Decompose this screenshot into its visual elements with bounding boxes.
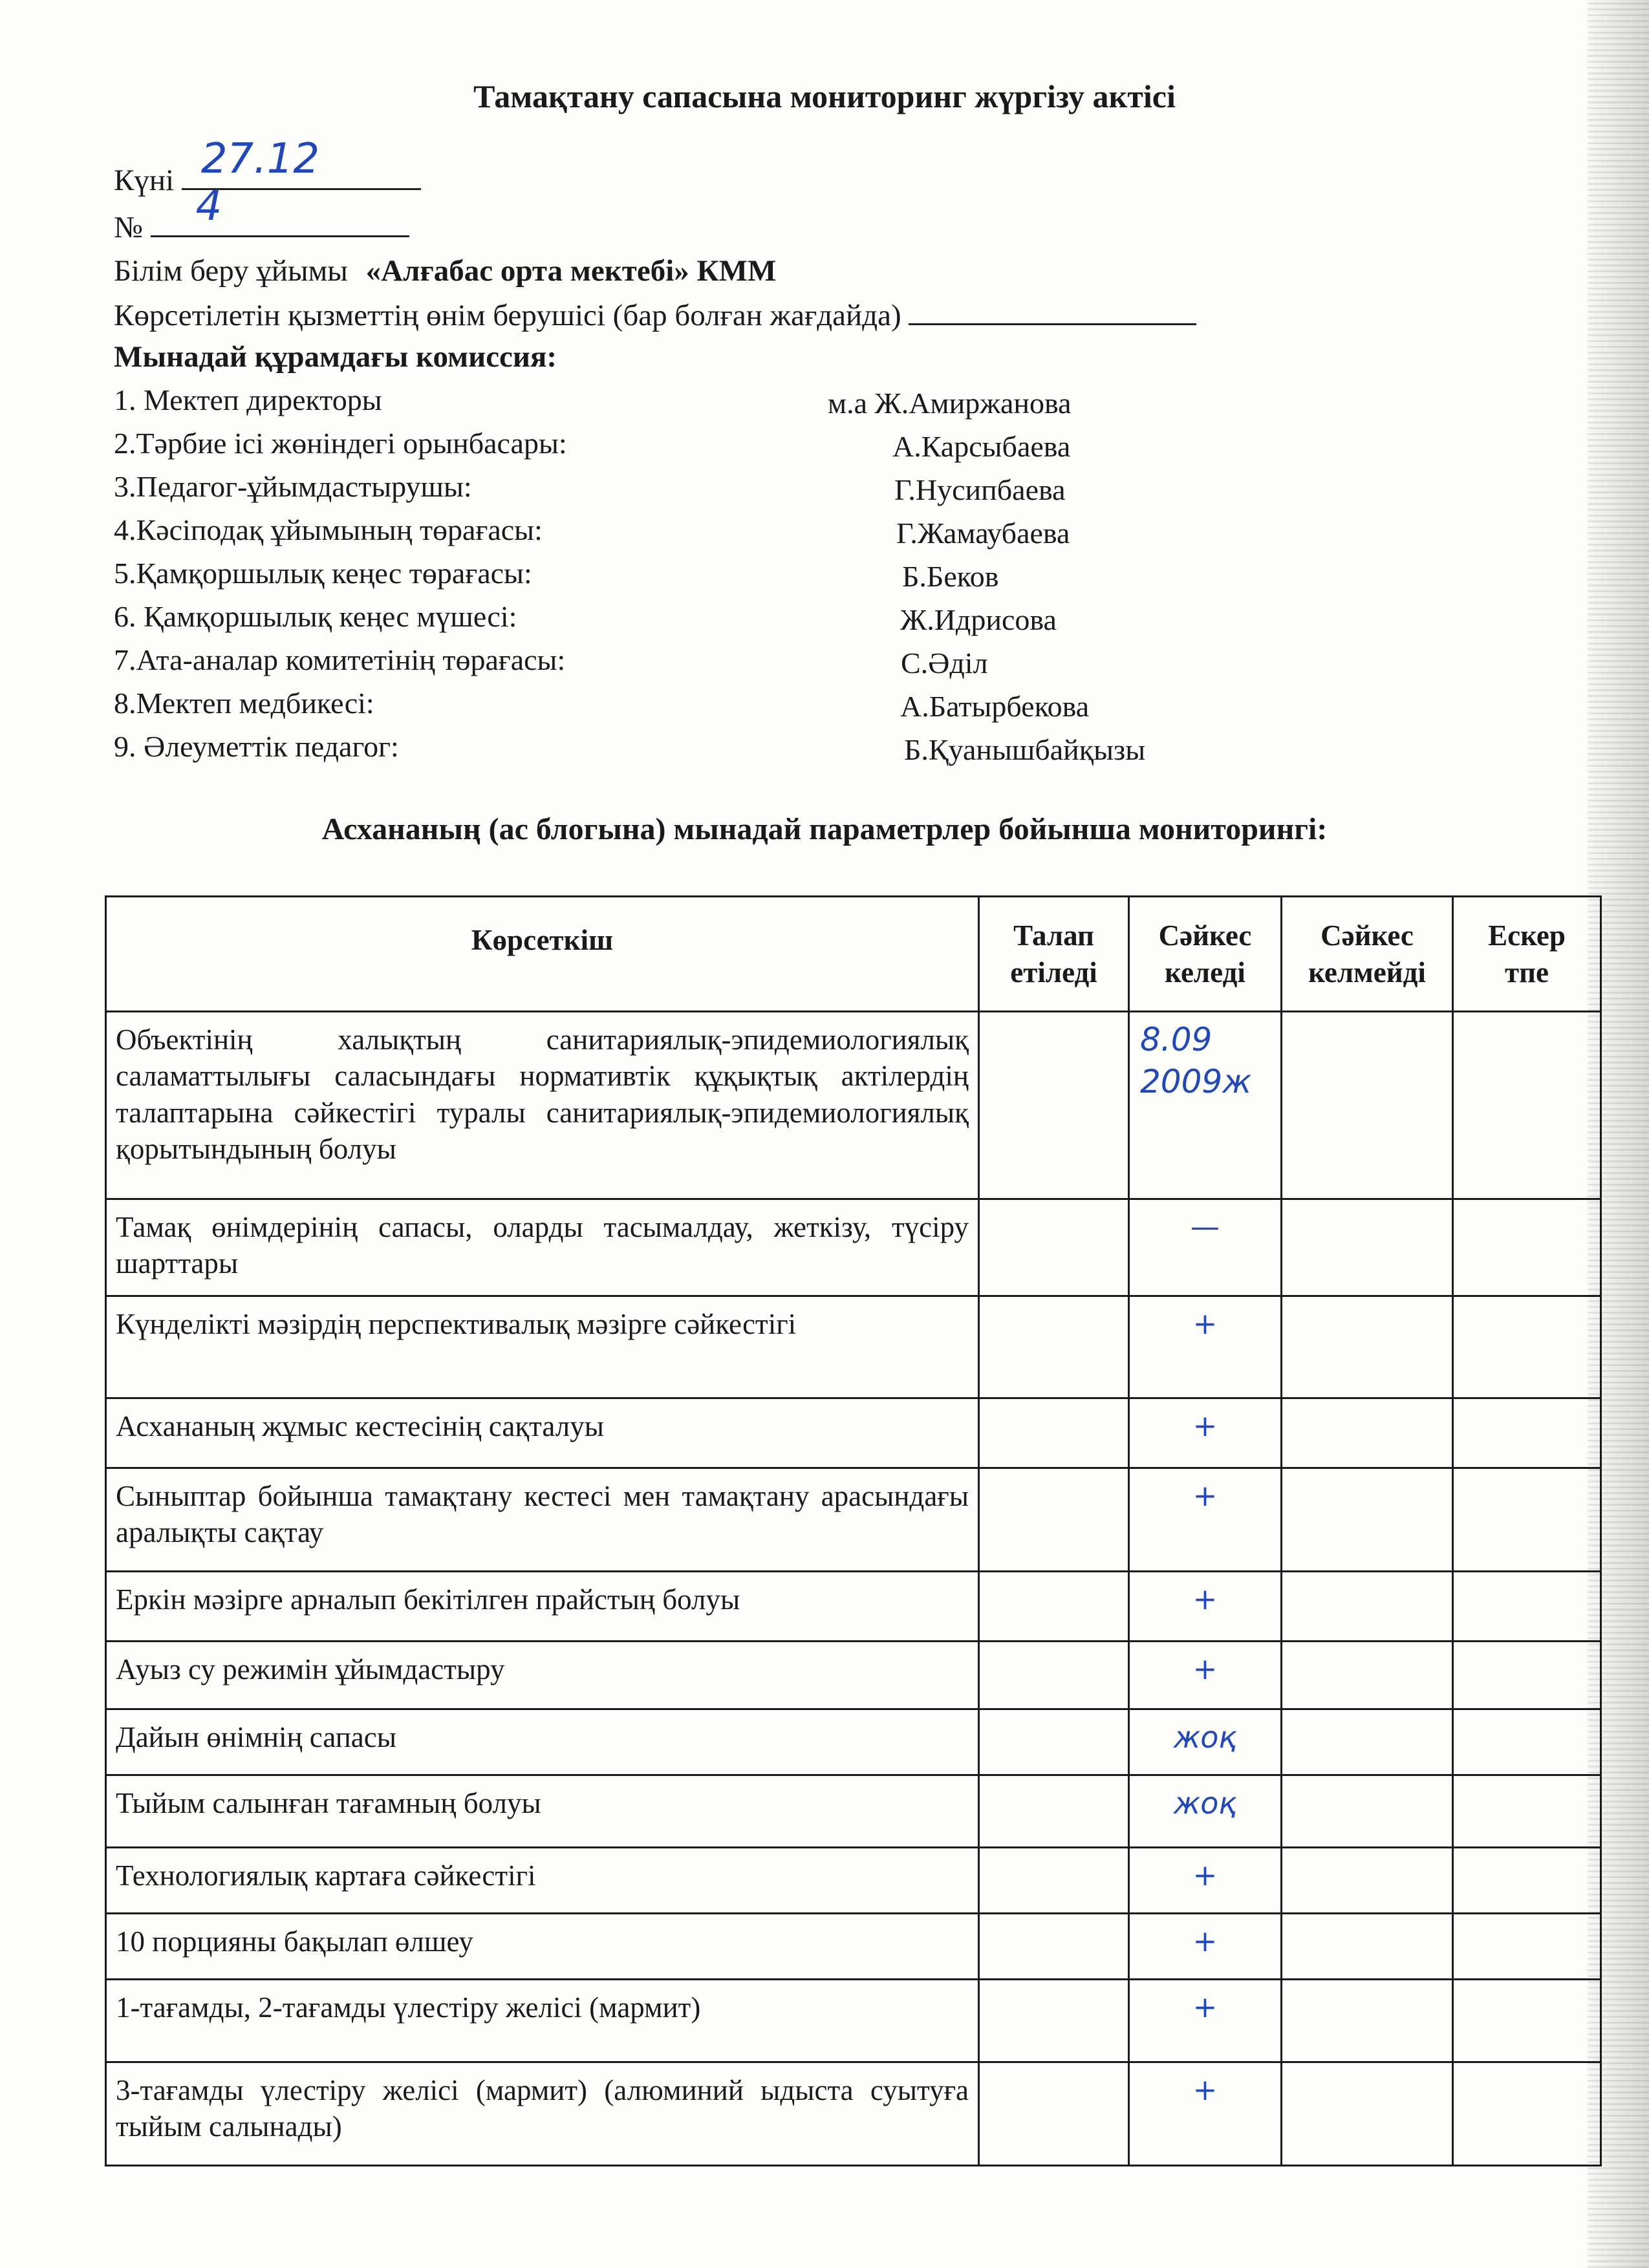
complies-cell-handwritten: + xyxy=(1129,2062,1282,2166)
required-cell xyxy=(979,1296,1129,1398)
table-row xyxy=(106,1914,1601,1980)
member-name: А.Карсыбаева xyxy=(892,430,1071,463)
indicator-cell: Еркін мәзірге арналып бекітілген прайстың болуы xyxy=(106,1572,979,1642)
member-name: Г.Нусипбаева xyxy=(894,473,1066,506)
not-complies-cell xyxy=(1282,1296,1453,1398)
note-cell xyxy=(1453,1848,1601,1914)
not-complies-cell xyxy=(1282,1848,1453,1914)
table-row xyxy=(106,1398,1601,1468)
note-cell xyxy=(1453,2062,1601,2166)
required-cell xyxy=(979,1572,1129,1642)
table-row xyxy=(106,1199,1601,1296)
indicator-cell: Асхананың жұмыс кестесінің сақталуы xyxy=(106,1398,979,1468)
organization-line xyxy=(114,253,776,288)
not-complies-cell xyxy=(1282,1709,1453,1775)
col-header-complies: Сәйкес келеді xyxy=(1129,897,1282,1012)
note-cell xyxy=(1453,1199,1601,1296)
number-label: № xyxy=(114,211,143,244)
document-title: Тамақтану сапасына мониторинг жүргізу актісі xyxy=(473,78,1176,114)
complies-cell-handwritten: + xyxy=(1129,1572,1282,1642)
complies-cell-handwritten: + xyxy=(1129,1848,1282,1914)
member-name: м.а Ж.Амиржанова xyxy=(828,387,1072,420)
member-role: 9. Әлеуметтік педагог: xyxy=(114,730,399,763)
complies-cell-handwritten: 8.09 2009ж xyxy=(1129,1012,1282,1199)
complies-cell-handwritten: жоқ xyxy=(1129,1709,1282,1775)
member-role: 2.Тәрбие ісі жөніндегі орынбасары: xyxy=(114,427,567,460)
table-row xyxy=(106,1848,1601,1914)
not-complies-cell xyxy=(1282,1642,1453,1709)
required-cell xyxy=(979,1468,1129,1572)
indicator-cell: Сыныптар бойынша тамақтану кестесі мен тамақтану арасындағы аралықты сақтау xyxy=(106,1468,979,1572)
note-cell xyxy=(1453,1398,1601,1468)
complies-cell-handwritten: + xyxy=(1129,1980,1282,2062)
indicator-cell: 1-тағамды, 2-тағамды үлестіру желісі (мармит) xyxy=(106,1980,979,2062)
member-name: Ж.Идрисова xyxy=(900,603,1057,636)
org-name: «Алғабас орта мектебі» КММ xyxy=(365,254,777,288)
note-cell xyxy=(1453,1642,1601,1709)
required-cell xyxy=(979,2062,1129,2166)
required-cell xyxy=(979,1709,1129,1775)
note-cell xyxy=(1453,1709,1601,1775)
col-header-indicator: Көрсеткіш xyxy=(106,897,979,1012)
required-cell xyxy=(979,1398,1129,1468)
col-header-required: Талап етіледі xyxy=(979,897,1129,1012)
note-cell xyxy=(1453,1468,1601,1572)
indicator-cell: Тыйым салынған тағамның болуы xyxy=(106,1775,979,1848)
indicator-cell: 10 порцияны бақылап өлшеу xyxy=(106,1914,979,1980)
monitoring-table xyxy=(105,895,1602,2166)
table-row xyxy=(106,2062,1601,2166)
table-row xyxy=(106,1296,1601,1398)
member-name: Б.Беков xyxy=(902,560,999,593)
complies-cell-handwritten: + xyxy=(1129,1642,1282,1709)
table-header-row xyxy=(106,897,1601,1012)
complies-cell-handwritten: + xyxy=(1129,1296,1282,1398)
not-complies-cell xyxy=(1282,1775,1453,1848)
member-name: Г.Жамаубаева xyxy=(896,517,1070,550)
member-role: 8.Мектеп медбикесі: xyxy=(114,687,374,720)
complies-cell-handwritten: + xyxy=(1129,1398,1282,1468)
member-role: 3.Педагог-ұйымдастырушы: xyxy=(114,470,472,503)
indicator-cell: 3-тағамды үлестіру желісі (мармит) (алюминий ыдыста суытуға тыйым салынады) xyxy=(106,2062,979,2166)
required-cell xyxy=(979,1914,1129,1980)
table-row xyxy=(106,1980,1601,2062)
not-complies-cell xyxy=(1282,1398,1453,1468)
not-complies-cell xyxy=(1282,1012,1453,1199)
member-name: А.Батырбекова xyxy=(900,690,1090,723)
member-role: 1. Мектеп директоры xyxy=(114,383,382,416)
member-role: 6. Қамқоршылық кеңес мүшесі: xyxy=(114,600,517,633)
indicator-cell: Ауыз су режимін ұйымдастыру xyxy=(106,1642,979,1709)
member-role: 7.Ата-аналар комитетінің төрағасы: xyxy=(114,643,566,676)
indicator-cell: Технологиялық картаға сәйкестігі xyxy=(106,1848,979,1914)
not-complies-cell xyxy=(1282,1468,1453,1572)
table-row xyxy=(106,1775,1601,1848)
not-complies-cell xyxy=(1282,1199,1453,1296)
complies-cell-handwritten: жоқ xyxy=(1129,1775,1282,1848)
number-handwritten: 4 xyxy=(195,182,222,230)
col-header-note: Ескер тпе xyxy=(1453,897,1601,1012)
member-role: 5.Қамқоршылық кеңес төрағасы: xyxy=(114,557,532,590)
member-name: С.Әділ xyxy=(901,647,988,679)
provider-field xyxy=(909,297,1196,325)
table-row xyxy=(106,1572,1601,1642)
date-label: Күні xyxy=(114,164,175,197)
org-label: Білім беру ұйымы xyxy=(114,254,348,288)
not-complies-cell xyxy=(1282,1914,1453,1980)
member-name: Б.Қуанышбайқызы xyxy=(904,733,1146,766)
col-header-not-complies: Сәйкес келмейді xyxy=(1282,897,1453,1012)
indicator-cell: Тамақ өнімдерінің сапасы, оларды тасымалдау, жеткізу, түсіру шарттары xyxy=(106,1199,979,1296)
table-row xyxy=(106,1468,1601,1572)
required-cell xyxy=(979,1012,1129,1199)
not-complies-cell xyxy=(1282,1572,1453,1642)
complies-cell-handwritten: + xyxy=(1129,1914,1282,1980)
note-cell xyxy=(1453,1980,1601,2062)
member-role: 4.Кәсіподақ ұйымының төрағасы: xyxy=(114,513,543,546)
indicator-cell: Дайын өнімнің сапасы xyxy=(106,1709,979,1775)
required-cell xyxy=(979,1642,1129,1709)
required-cell xyxy=(979,1775,1129,1848)
commission-heading: Мынадай құрамдағы комиссия: xyxy=(114,340,557,374)
table-subtitle: Асхананың (ас блогына) мынадай параметрлер бойынша мониторингі: xyxy=(321,812,1328,846)
date-line xyxy=(114,135,421,198)
table-row xyxy=(106,1012,1601,1199)
indicator-cell: Күнделікті мәзірдің перспективалық мәзірге сәйкестігі xyxy=(106,1296,979,1398)
table-row xyxy=(106,1709,1601,1775)
note-cell xyxy=(1453,1296,1601,1398)
date-handwritten: 27.12 xyxy=(200,135,320,183)
note-cell xyxy=(1453,1914,1601,1980)
number-line xyxy=(114,182,409,245)
required-cell xyxy=(979,1199,1129,1296)
note-cell xyxy=(1453,1775,1601,1848)
complies-cell-handwritten: + xyxy=(1129,1468,1282,1572)
not-complies-cell xyxy=(1282,1980,1453,2062)
number-field xyxy=(151,182,409,237)
required-cell xyxy=(979,1980,1129,2062)
provider-label: Көрсетілетін қызметтің өнім берушісі (бар болған жағдайда) xyxy=(114,299,901,332)
indicator-cell: Объектінің халықтың санитариялық-эпидемиологиялық саламаттылығы саласындағы нормативтік құқықтық актілердің талаптарына сәйкестігі туралы санитариялық-эпидемиологиялық қорытындының болуы xyxy=(106,1012,979,1199)
required-cell xyxy=(979,1848,1129,1914)
provider-line xyxy=(114,297,1196,333)
note-cell xyxy=(1453,1572,1601,1642)
complies-cell-handwritten: — xyxy=(1129,1199,1282,1296)
note-cell xyxy=(1453,1012,1601,1199)
table-row xyxy=(106,1642,1601,1709)
not-complies-cell xyxy=(1282,2062,1453,2166)
